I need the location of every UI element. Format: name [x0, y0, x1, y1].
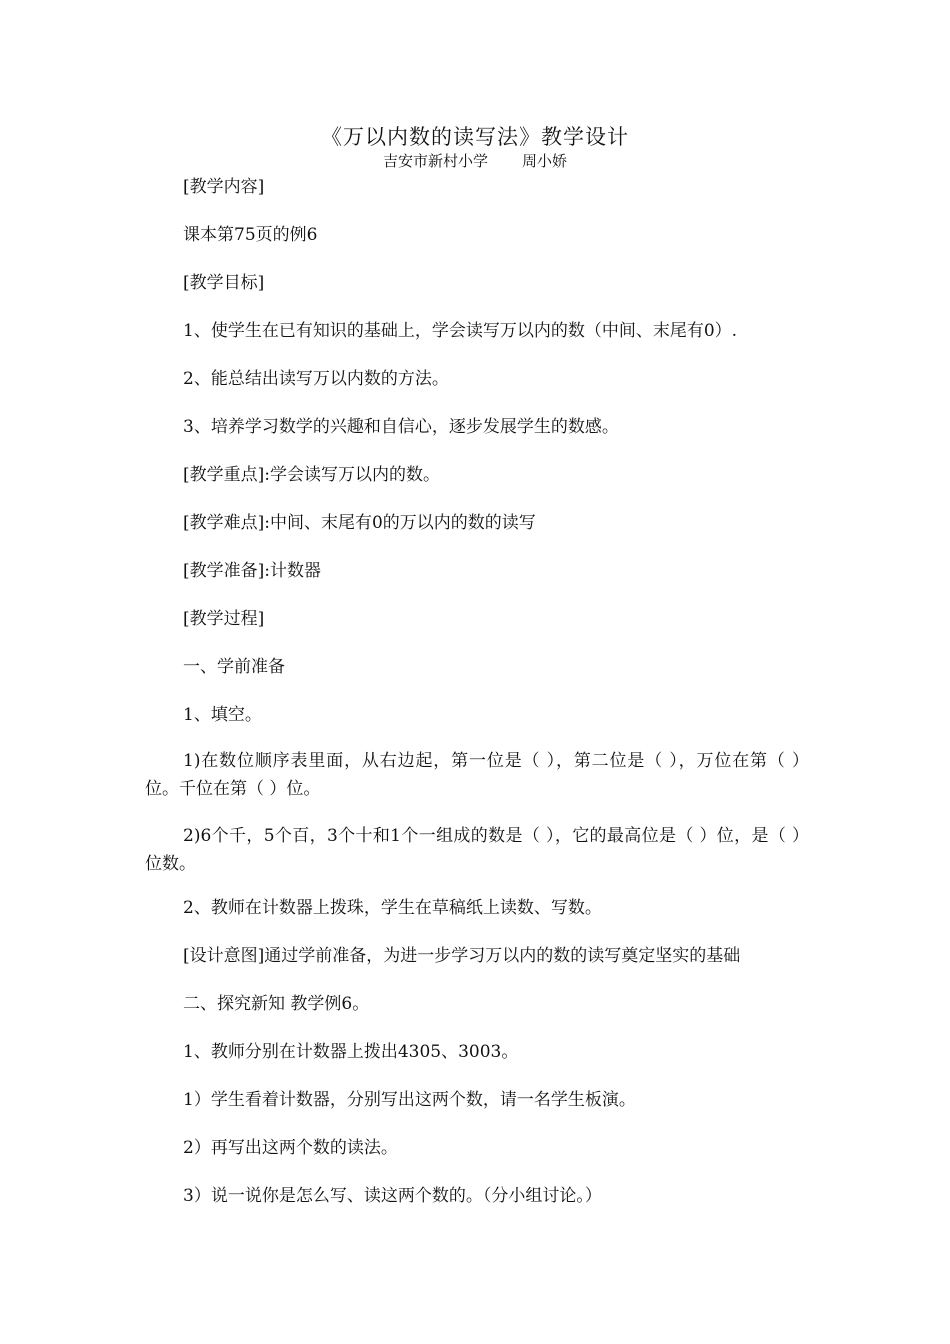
section-heading-process: [教学过程]: [183, 609, 265, 629]
section-heading-goals: [教学目标]: [183, 273, 265, 293]
paragraph: 2）再写出这两个数的读法。: [183, 1138, 398, 1158]
author-name: 周小娇: [522, 152, 568, 170]
paragraph: 二、探究新知 教学例6。: [183, 994, 370, 1014]
document-title: 《万以内数的读写法》教学设计: [321, 125, 629, 149]
section-heading-content: [教学内容]: [183, 177, 265, 197]
paragraph: 一、学前准备: [183, 657, 285, 677]
paragraph: 1、教师分别在计数器上拨出4305、3003。: [183, 1042, 519, 1062]
paragraph-fill-blank-2: 2)6个千，5个百，3个十和1个一组成的数是（ ），它的最高位是（ ）位，是（ ）位数。: [145, 826, 809, 874]
paragraph: 3）说一说你是怎么写、读这两个数的。（分小组讨论。）: [183, 1186, 602, 1206]
paragraph-fill-blank-1: 1)在数位顺序表里面，从右边起，第一位是（ ），第二位是（ ），万位在第（ ）位。千位在第（ ）位。: [145, 751, 809, 799]
paragraph: 2、教师在计数器上拨珠，学生在草稿纸上读数、写数。: [183, 898, 602, 918]
section-preparation: [教学准备]:计数器: [183, 561, 321, 581]
school-name: 吉安市新村小学: [382, 152, 488, 170]
section-key-points: [教学重点]:学会读写万以内的数。: [183, 465, 440, 485]
paragraph: 1、填空。: [183, 705, 262, 725]
paragraph: 1）学生看着计数器，分别写出这两个数，请一名学生板演。: [183, 1090, 636, 1110]
paragraph: 2、能总结出读写万以内数的方法。: [183, 369, 449, 389]
author-line: [0, 151, 950, 171]
paragraph: 1、使学生在已有知识的基础上，学会读写万以内的数（中间、末尾有0）.: [183, 321, 738, 341]
paragraph: 课本第75页的例6: [183, 225, 318, 245]
paragraph: 3、培养学习数学的兴趣和自信心，逐步发展学生的数感。: [183, 417, 619, 437]
section-difficulties: [教学难点]:中间、末尾有0的万以内的数的读写: [183, 513, 536, 533]
design-intent: [设计意图]通过学前准备，为进一步学习万以内的数的读写奠定坚实的基础: [183, 946, 741, 966]
